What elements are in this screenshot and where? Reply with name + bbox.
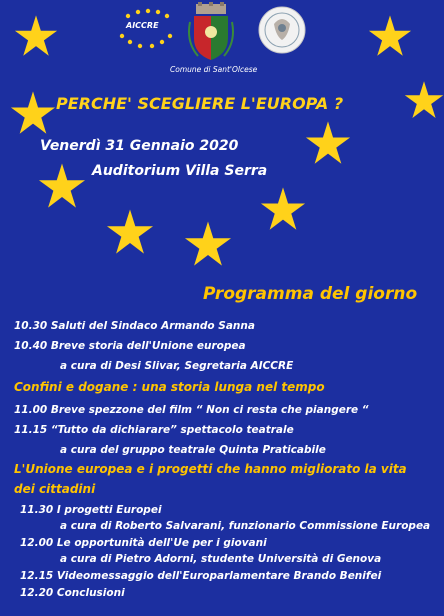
section-heading: L'Unione europea e i progetti che hanno migliorato la vita (14, 462, 407, 476)
star-icon (184, 220, 232, 268)
star-icon (368, 14, 412, 58)
event-date: Venerdì 31 Gennaio 2020 (40, 138, 239, 154)
program-title: Programma del giorno (203, 284, 418, 304)
program-line: a cura di Roberto Salvarani, funzionario Commissione Europea (60, 520, 431, 532)
star-icon (14, 14, 58, 58)
program-line: a cura di Pietro Adorni, studente Università di Genova (60, 553, 382, 565)
comune-coat-of-arms (188, 2, 234, 62)
headline: PERCHE' SCEGLIERE L'EUROPA ? (56, 94, 344, 113)
star-icon (38, 162, 86, 210)
circular-logo (258, 6, 306, 54)
aiccre-logo (114, 6, 178, 50)
section-heading: Confini e dogane : una storia lunga nel tempo (14, 380, 325, 394)
program-line: 11.30 I progetti Europei (20, 504, 162, 516)
star-icon (106, 208, 154, 256)
program-line: 10.40 Breve storia dell'Unione europea (14, 340, 246, 352)
program-line: a cura del gruppo teatrale Quinta Praticabile (60, 444, 326, 456)
event-venue: Auditorium Villa Serra (92, 163, 268, 179)
star-icon (404, 80, 444, 120)
section-heading: dei cittadini (14, 482, 96, 496)
program-line: 12.15 Videomessaggio dell'Europarlamentare Brando Benifei (20, 570, 382, 582)
aiccre-logo-text: AICCRE (126, 21, 159, 30)
program-line: 12.20 Conclusioni (20, 587, 125, 599)
program-line: 11.15 “Tutto da dichiarare” spettacolo teatrale (14, 424, 294, 436)
program-line: a cura di Desi Slivar, Segretaria AICCRE (60, 360, 294, 372)
program-line: 10.30 Saluti del Sindaco Armando Sanna (14, 320, 255, 332)
comune-caption: Comune di Sant'Olcese (170, 65, 258, 74)
star-icon (305, 120, 351, 166)
program-line: 11.00 Breve spezzone del film “ Non ci resta che piangere “ (14, 404, 369, 416)
program-line: 12.00 Le opportunità dell'Ue per i giovani (20, 537, 267, 549)
star-icon (260, 186, 306, 232)
star-icon (10, 90, 56, 136)
